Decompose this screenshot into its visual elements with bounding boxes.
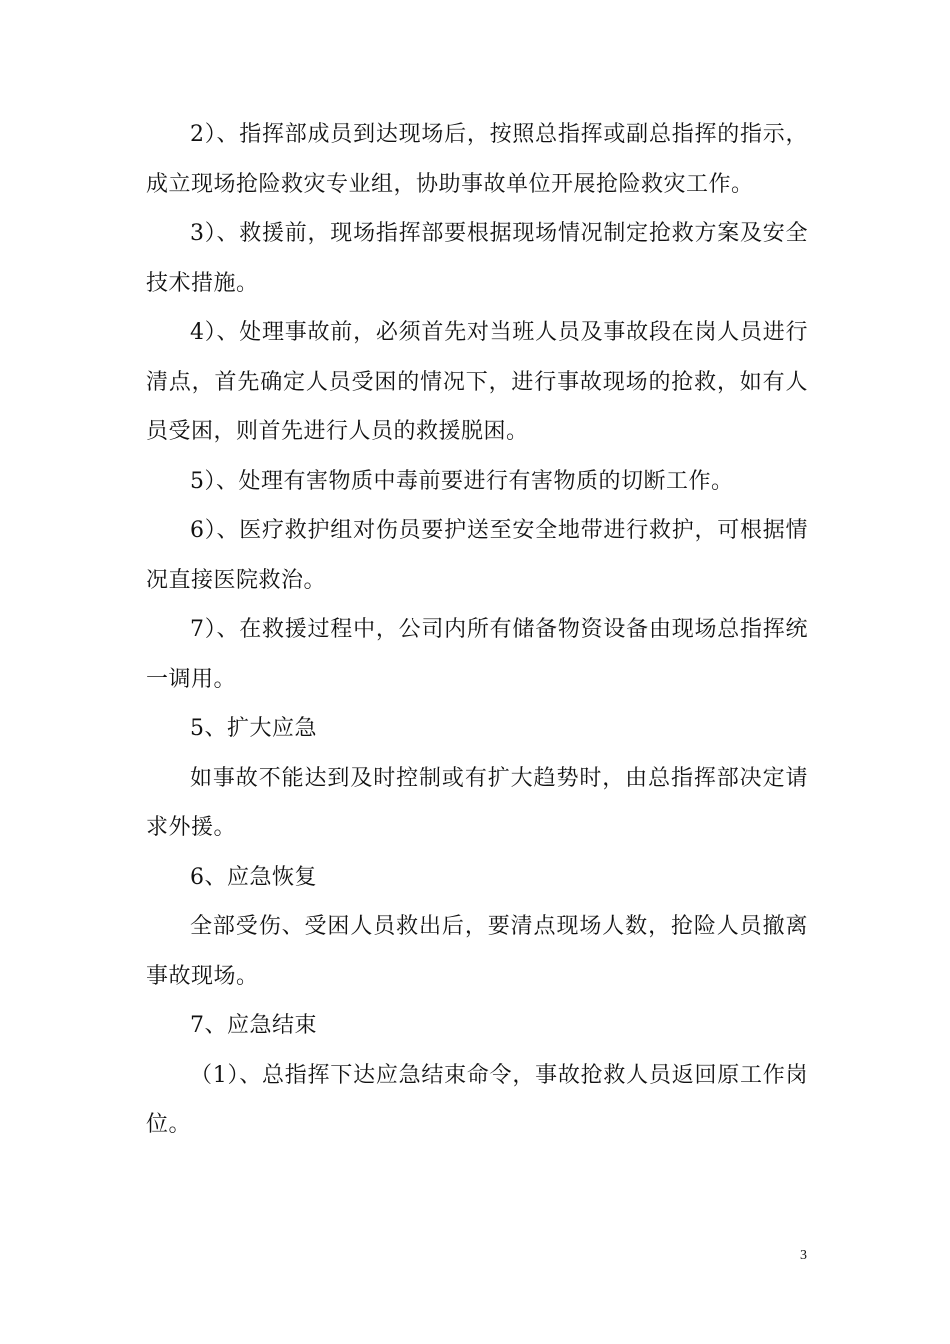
paragraph-step-2: 2）、指挥部成员到达现场后，按照总指挥或副总指挥的指示，成立现场抢险救灾专业组，协助事故单位开展抢险救灾工作。 [146, 122, 808, 197]
paragraph-emergency-end-1: （1）、总指挥下达应急结束命令，事故抢救人员返回原工作岗位。 [146, 1062, 808, 1137]
paragraph-expand-emergency: 如事故不能达到及时控制或有扩大趋势时，由总指挥部决定请求外援。 [146, 765, 808, 840]
paragraph-step-3: 3）、救援前，现场指挥部要根据现场情况制定抢救方案及安全技术措施。 [146, 221, 808, 296]
paragraph-emergency-recovery: 全部受伤、受困人员救出后，要清点现场人数，抢险人员撤离事故现场。 [146, 914, 808, 989]
paragraph-step-6: 6）、医疗救护组对伤员要护送至安全地带进行救护，可根据情况直接医院救治。 [146, 518, 808, 593]
section-heading-emergency-end: 7、应急结束 [190, 1013, 317, 1038]
page-number: 3 [800, 1248, 807, 1263]
paragraph-step-5: 5）、处理有害物质中毒前要进行有害物质的切断工作。 [190, 468, 734, 494]
paragraph-step-4: 4）、处理事故前，必须首先对当班人员及事故段在岗人员进行清点，首先确定人员受困的情况下，进行事故现场的抢救，如有人员受困，则首先进行人员的救援脱困。 [146, 320, 808, 444]
paragraph-step-7: 7）、在救援过程中，公司内所有储备物资设备由现场总指挥统一调用。 [146, 617, 808, 692]
section-heading-expand-emergency: 5、扩大应急 [190, 716, 317, 741]
section-heading-emergency-recovery: 6、应急恢复 [190, 864, 317, 890]
document-body [146, 110, 808, 1150]
